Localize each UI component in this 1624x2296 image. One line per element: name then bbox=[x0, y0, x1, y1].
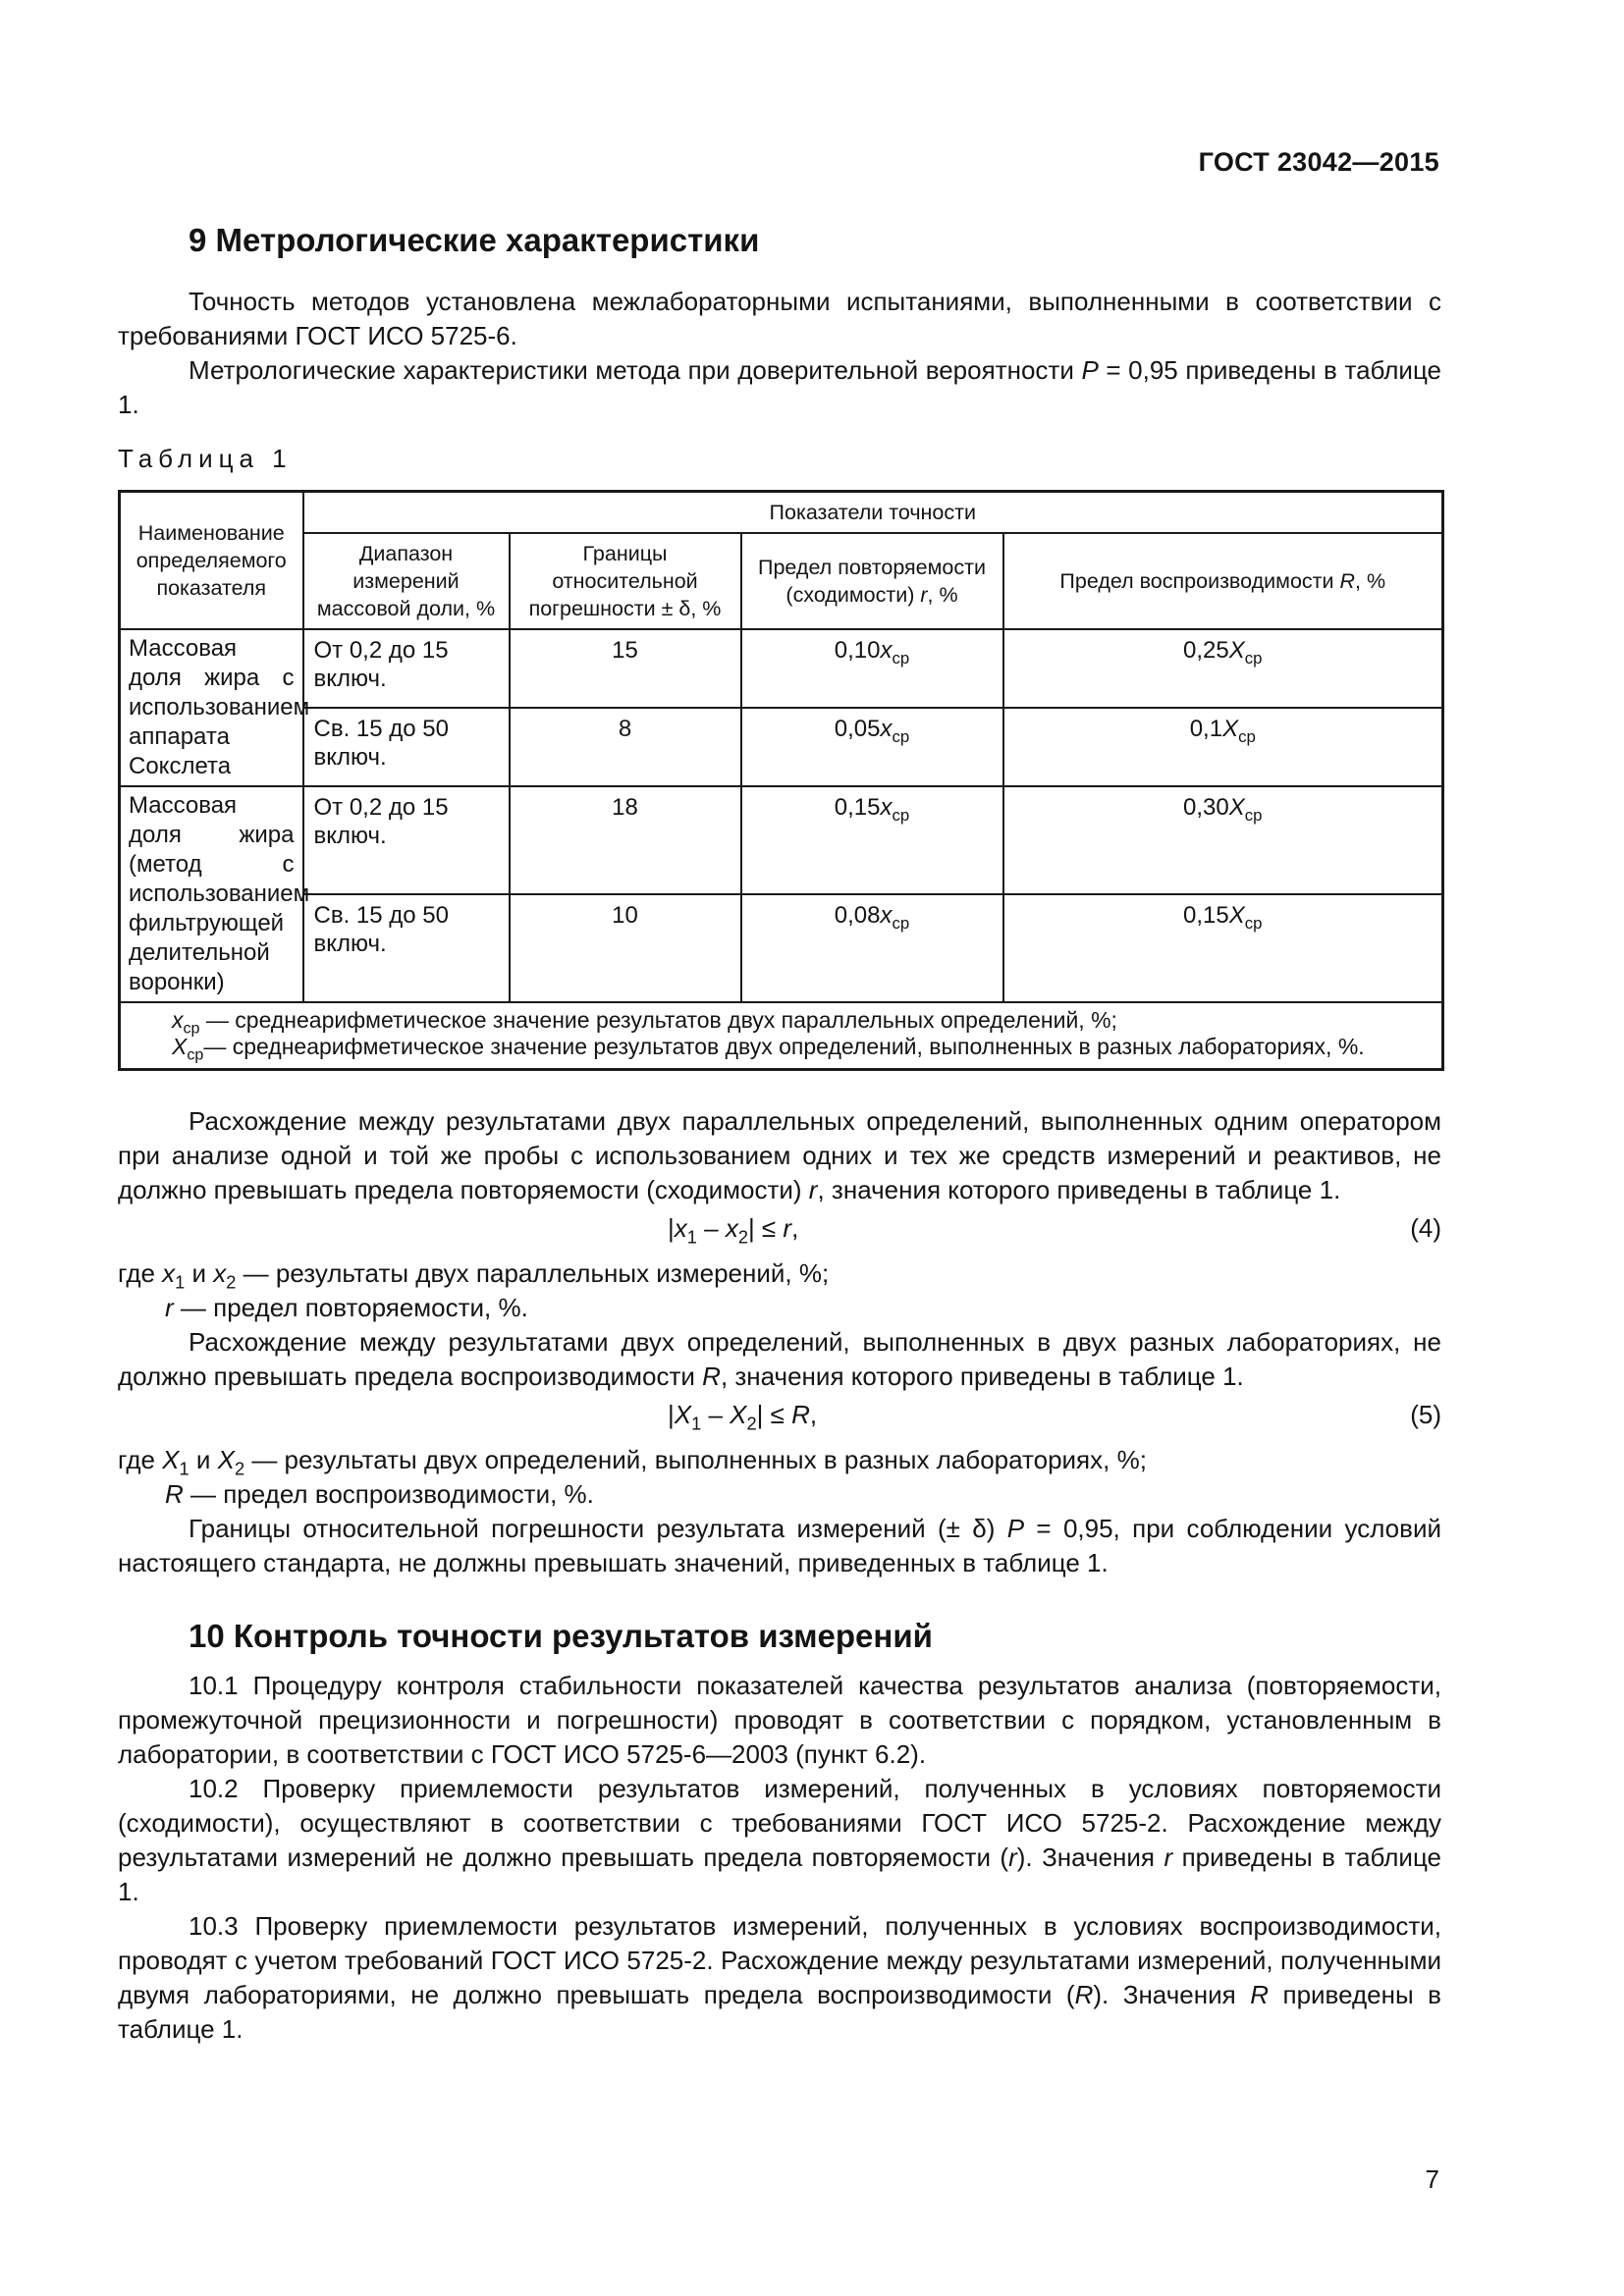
delta-cell: 8 bbox=[510, 708, 741, 786]
note-xcp: $x_{ср}$ — среднеарифметическое значение результатов двух параллельных определений, %; bbox=[172, 1007, 1117, 1038]
header-accuracy-group: Показатели точности bbox=[303, 492, 1443, 534]
header-repeatability: Предел повторяемости (сходимости) r, % bbox=[741, 533, 1003, 629]
indicator-funnel: Массовая доля жира (метод с использованием фильтрующей делительной воронки) bbox=[120, 786, 303, 1002]
indicator-soxhlet: Массовая доля жира с использованием аппарата Сокслета bbox=[120, 629, 303, 786]
repeatability-cell: $0,10x_{ср}$ bbox=[741, 629, 1003, 708]
table-row bbox=[120, 786, 1443, 894]
section-9-title: 9 Метрологические характеристики bbox=[189, 222, 760, 258]
formula-5 bbox=[118, 1396, 1441, 1433]
repeatability-cell: $0,15x_{ср}$ bbox=[741, 786, 1003, 894]
paragraph-10-1: 10.1 Процедуру контроля стабильности показателей качества результатов анализа (повторяемости, промежуточной прецизионности и погрешности) проводят в соответствии с порядком, установленным в лаборатории, в соответствии с ГОСТ ИСО 5725-6—2003 (пункт 6.2). bbox=[118, 1671, 1441, 1769]
range-cell: Св. 15 до 50 включ. bbox=[303, 708, 510, 786]
section-10-title: 10 Контроль точности результатов измерений bbox=[189, 1618, 933, 1654]
table-caption: Таблица 1 bbox=[118, 444, 293, 473]
repeatability-cell: $0,08x_{ср}$ bbox=[741, 894, 1003, 1002]
table-header-row bbox=[120, 492, 1443, 534]
paragraph-10-2: 10.2 Проверку приемлемости результатов измерений, полученных в условиях повторяемости (сходимости), осуществляют в соответствии с требованиями ГОСТ ИСО 5725-2. Расхождение между результатами измерений не должно превышать предела повторяемости (r). Значения r приведены в таблице 1. bbox=[118, 1774, 1442, 1906]
range-cell: От 0,2 до 15 включ. bbox=[303, 786, 510, 894]
reproducibility-cell: $0,1X_{ср}$ bbox=[1003, 708, 1443, 786]
page-number: 7 bbox=[1425, 2164, 1439, 2194]
reproducibility-cell: $0,25X_{ср}$ bbox=[1003, 629, 1443, 708]
header-reproducibility: Предел воспроизводимости R, % bbox=[1003, 533, 1443, 629]
header-indicator-name: Наименование определяемого показателя bbox=[120, 492, 303, 630]
paragraph-reproducibility: Расхождение между результатами двух определений, выполненных в двух разных лабораториях, не должно превышать предела воспроизводимости R, значения которого приведены в таблице 1. bbox=[118, 1327, 1441, 1391]
delta-cell: 18 bbox=[510, 786, 741, 894]
formula-4-expression: $|x_1 - x_2| \le r$, bbox=[668, 1213, 799, 1248]
table-row bbox=[120, 894, 1443, 1002]
repeatability-cell: $0,05x_{ср}$ bbox=[741, 708, 1003, 786]
where-x1-x2: где $x_1$ и $x_2$ — результаты двух параллельных измерений, %; bbox=[118, 1258, 830, 1293]
paragraph-repeatability: Расхождение между результатами двух параллельных определений, выполненных одним оператором при анализе одной и той же пробы с использованием одних и тех же средств измерений и реактивов, не должно превышать предела повторяемости (сходимости) r, значения которого приведены в таблице 1. bbox=[118, 1106, 1441, 1204]
range-cell: От 0,2 до 15 включ. bbox=[303, 629, 510, 708]
delta-cell: 10 bbox=[510, 894, 741, 1002]
formula-5-number: (5) bbox=[1410, 1400, 1441, 1429]
delta-cell: 15 bbox=[510, 629, 741, 708]
note-Xcp: $X_{ср}—$ среднеарифметическое значение результатов двух определений, выполненных в разных лабораториях, %. bbox=[172, 1034, 1365, 1064]
page-content bbox=[118, 222, 1441, 2047]
header-range: Диапазон измерений массовой доли, % bbox=[303, 533, 510, 629]
table-subheader-row bbox=[120, 533, 1443, 629]
formula-4-number: (4) bbox=[1410, 1213, 1441, 1243]
header-delta: Границы относительной погрешности ± δ, % bbox=[510, 533, 741, 629]
paragraph-accuracy: Точность методов установлена межлабораторными испытаниями, выполненными в соответствии с требованиями ГОСТ ИСО 5725-6. bbox=[118, 287, 1441, 350]
reproducibility-cell: $0,15X_{ср}$ bbox=[1003, 894, 1443, 1002]
range-cell: Св. 15 до 50 включ. bbox=[303, 894, 510, 1002]
where-X1-X2: где $X_1$ и $X_2$ — результаты двух определений, выполненных в разных лабораториях, %; bbox=[118, 1445, 1147, 1479]
formula-5-expression: $|X_1 - X_2| \le R$, bbox=[668, 1400, 818, 1434]
precision-table bbox=[118, 490, 1444, 1071]
table-note-row bbox=[120, 1002, 1443, 1070]
table-row bbox=[120, 629, 1443, 708]
standard-header: ГОСТ 23042—2015 bbox=[1198, 147, 1439, 177]
paragraph-metrology: Метрологические характеристики метода при доверительной вероятности P = 0,95 приведены в таблице 1. bbox=[118, 355, 1442, 419]
where-R: R — предел воспроизводимости, %. bbox=[165, 1479, 594, 1509]
reproducibility-cell: $0,30X_{ср}$ bbox=[1003, 786, 1443, 894]
formula-4 bbox=[118, 1209, 1441, 1247]
table-row bbox=[120, 708, 1443, 786]
where-r: r — предел повторяемости, %. bbox=[165, 1293, 528, 1322]
paragraph-10-3: 10.3 Проверку приемлемости результатов измерений, полученных в условиях воспроизводимости, проводят с учетом требований ГОСТ ИСО 5725-2. Расхождение между результатами измерений, полученными двумя лабораториями, не должно превышать предела воспроизводимости (R). Значения R приведены в таблице 1. bbox=[118, 1911, 1441, 2044]
paragraph-error-bounds: Границы относительной погрешности результата измерений (± δ) P = 0,95, при соблюдении условий настоящего стандарта, не должны превышать значений, приведенных в таблице 1. bbox=[118, 1514, 1441, 1577]
table-note bbox=[120, 1002, 1443, 1070]
